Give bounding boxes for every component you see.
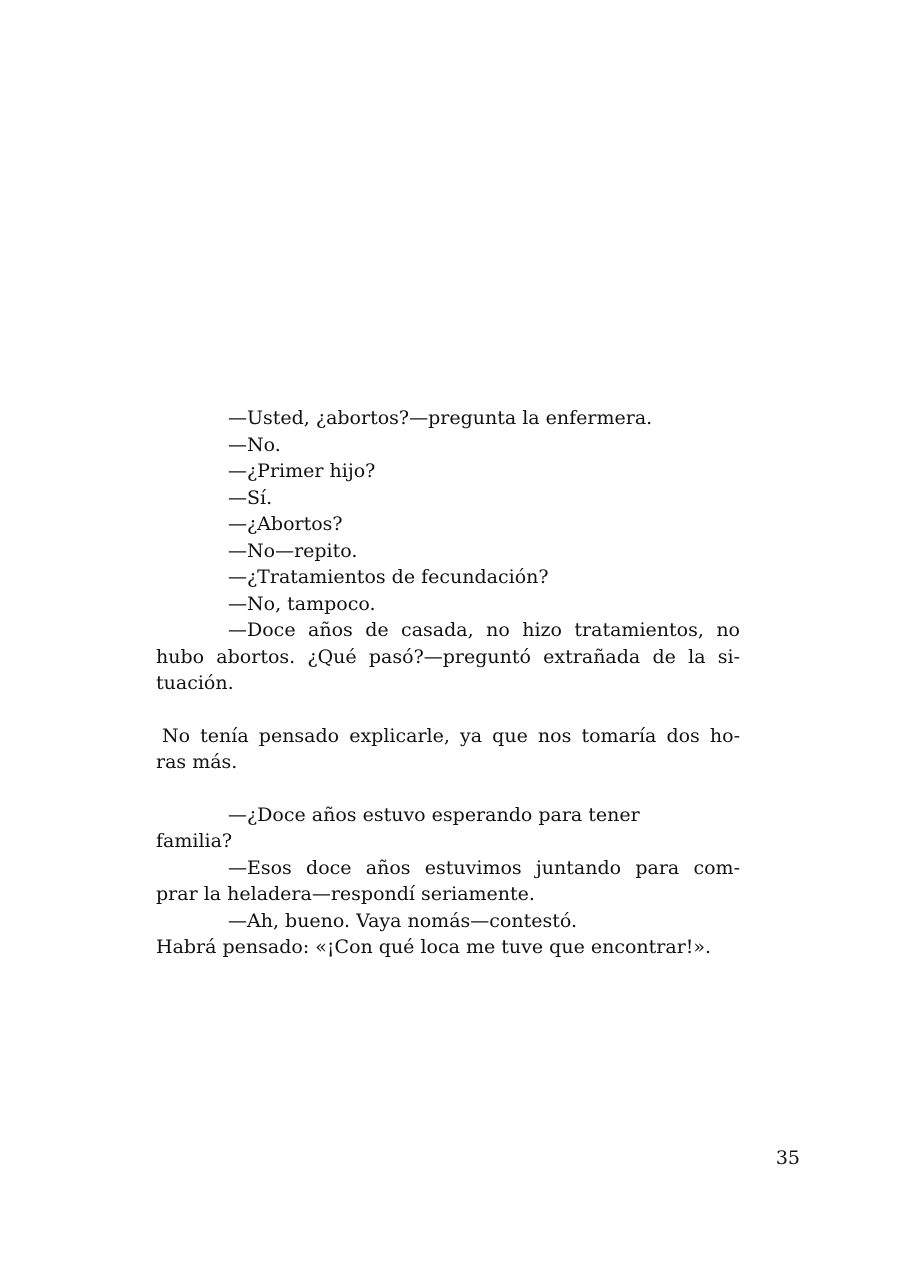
dialogue-line: —Usted, ¿abortos?—pregunta la enfermera. xyxy=(228,407,653,429)
dialogue-line: —¿Primer hijo? xyxy=(228,460,376,482)
text-line: familia? xyxy=(156,830,233,852)
page-number: 35 xyxy=(775,1147,800,1169)
body-text xyxy=(156,405,740,961)
narration-line: No tenía pensado explicarle, ya que nos tomaría dos ho- xyxy=(162,724,740,747)
dialogue-line: —¿Abortos? xyxy=(228,513,343,535)
dialogue-line: —No—repito. xyxy=(228,539,358,562)
text-line: prar la heladera—respondí seriamente. xyxy=(156,883,535,905)
dialogue-line: —Esos doce años estuvimos juntando para com- xyxy=(228,856,740,879)
narration-line: Habrá pensado: «¡Con qué loca me tuve que encontrar!». xyxy=(156,936,712,958)
text-line: tuación. xyxy=(156,672,234,694)
dialogue-line: —No, tampoco. xyxy=(228,592,376,615)
text-line: hubo abortos. ¿Qué pasó?—preguntó extrañada de la si- xyxy=(156,645,740,668)
paragraph-gap xyxy=(156,776,740,802)
narration-line: ras más. xyxy=(156,751,238,773)
paragraph-gap xyxy=(156,697,740,723)
dialogue-line: —No. xyxy=(228,433,281,456)
dialogue-line: —Doce años de casada, no hizo tratamientos, no xyxy=(228,619,740,641)
dialogue-line: —¿Tratamientos de fecundación? xyxy=(228,566,549,588)
dialogue-line: —Sí. xyxy=(228,486,273,509)
dialogue-line: —Ah, bueno. Vaya nomás—contestó. xyxy=(228,909,578,932)
dialogue-line: —¿Doce años estuvo esperando para tener xyxy=(228,803,640,826)
